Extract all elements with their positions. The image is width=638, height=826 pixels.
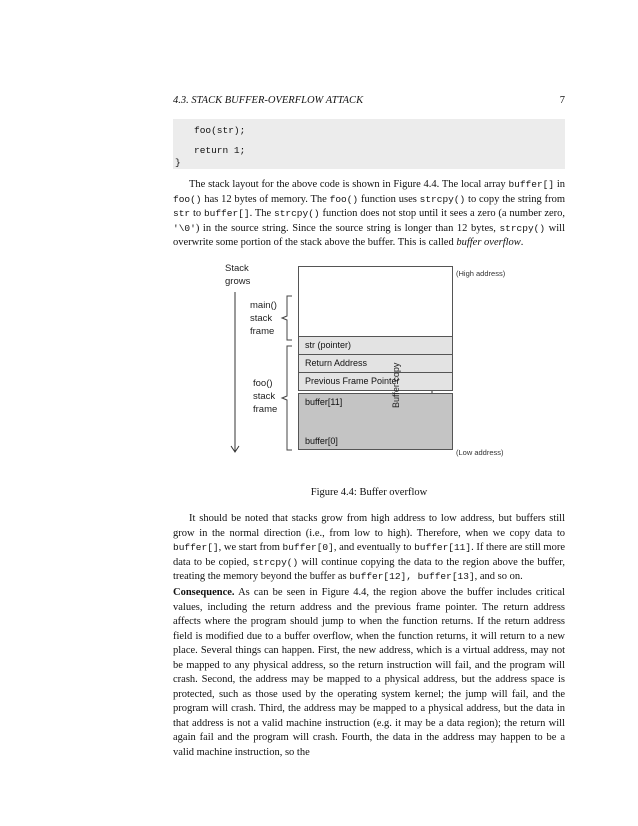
paragraph-consequence: Consequence. As can be seen in Figure 4.4, the region above the buffer includes critical values, including the return address and the previous frame pointer. The return address affects where the program should jump to when the function returns. If the return address field is modified due to a buffer overflow, when the function returns, it will return to a new place. Several things can happen. First, the new address, which is a virtual address, may not be mapped to any physical address, so the return instruction will fail, and the program will crash. Second, the address may be mapped to a physical address, but the address space is protected, such as those used by the operating system kernel; the jump will fail, and the program will crash. Third, the address may be mapped to a physical address, but the data in that address is not a valid machine instruction (e.g. it may be a data region); the return will again fail and the program will crash. Fourth, the data in the address may happen to be a valid machine instruction, so the (173, 587, 565, 758)
figure-caption: Figure 4.4: Buffer overflow (310, 487, 428, 498)
code-line: foo(str); (194, 125, 246, 136)
low-address-label: (Low address) (456, 448, 504, 457)
buffer-top-label: buffer[11] (305, 397, 343, 407)
code-line: } (175, 157, 181, 168)
high-address-label: (High address) (456, 269, 506, 278)
section-title: 4.3. STACK BUFFER-OVERFLOW ATTACK (173, 95, 364, 106)
buffer-region (298, 393, 453, 450)
buffer-bottom-label: buffer[0] (305, 436, 338, 446)
consequence-heading: Consequence. (173, 587, 235, 598)
cell-str-pointer: str (pointer) (298, 336, 453, 355)
paragraph-stack-direction: It should be noted that stacks grow from high address to low address, but buffers still grow in the normal direction (i.e., from low to high). Therefore, when we copy data to buffer[], we start from buffer[0], and eventually to buffer[11]. If there are still more data to be copied, strcpy() will continue copying the data to the region above the buffer, treating the memory beyond the buffer as buffer[12], buffer[13], and so on. (173, 513, 566, 582)
code-line: return 1; (194, 145, 246, 156)
buffer-copy-label: Buffer copy (391, 362, 401, 408)
running-header (173, 95, 565, 106)
stack-diagram (220, 256, 520, 466)
page-number: 7 (559, 95, 565, 106)
paragraph-stack-layout: The stack layout for the above code is shown in Figure 4.4. The local array buffer[] in foo() has 12 bytes of memory. The foo() function uses strcpy() to copy the string from str to buffer[]. The strcpy() function does not stop until it sees a zero (a number zero, '\0') in the source string. Since the source string is longer than 12 bytes, strcpy() will overwrite some portion of the stack above the buffer. This is called buffer overflow. (173, 179, 566, 248)
cell-prev-frame-pointer: Previous Frame Pointer (298, 372, 453, 391)
stack-grows-label: Stack grows (225, 263, 251, 287)
main-frame-label: main() stack frame (250, 300, 277, 337)
code-block (173, 119, 565, 169)
cell-return-address: Return Address (298, 354, 453, 373)
main-frame-box (298, 266, 453, 336)
foo-frame-label: foo() stack frame (253, 378, 278, 415)
